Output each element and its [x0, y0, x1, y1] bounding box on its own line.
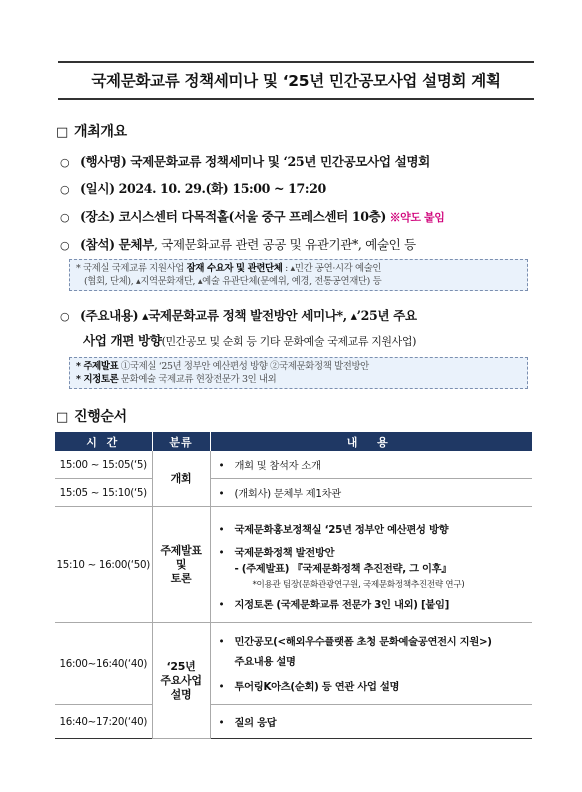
- overview-item-venue: ○ (장소) 코시스센터 다목적홀(서울 중구 프레스센터 10층) ※약도 붙임: [60, 209, 445, 224]
- column-header-category: 분류: [152, 432, 210, 451]
- square-bullet-icon: □: [56, 125, 68, 140]
- schedule-header-row: [55, 432, 532, 451]
- document-title-bar: [58, 61, 534, 100]
- row-time: 15:00 ~ 15:05(‘5): [55, 451, 152, 479]
- overview-heading: □ 개최개요: [56, 124, 127, 140]
- table-row: [55, 507, 532, 623]
- row-category: ‘25년 주요사업 설명: [152, 623, 210, 739]
- attendees-footnote: * 국제실 국제교류 지원사업 잠재 수요자 및 관련단체 : ▴민간 공연·시각 예술인 (협회, 단체), ▴지역문화재단, ▴예술 유관단체(문예위, 예경, 전통공연재단) 등: [69, 259, 528, 291]
- row-time: 15:05 ~ 15:10(‘5): [55, 479, 152, 507]
- main-content-footnote: * 주제발표 ①국제실 ‘25년 정부안 예산편성 방향 ②국제문화정책 발전방안 * 지정토론 문화예술 국제교류 현장전문가 3인 내외: [69, 357, 528, 389]
- row-time: 16:00~16:40(‘40): [55, 623, 152, 705]
- table-row: [55, 451, 532, 479]
- row-content: • 민간공모(<해외우수플랫폼 초청 문화예술공연전시 지원>) 주요내용 설명 • 투어링K아츠(순회) 등 연관 사업 설명: [210, 623, 532, 705]
- row-content: • 개회 및 참석자 소개: [210, 451, 532, 479]
- overview-item-event-name: ○ (행사명) 국제문화교류 정책세미나 및 ‘25년 민간공모사업 설명회: [60, 154, 430, 169]
- circle-bullet-icon: ○: [60, 183, 70, 196]
- circle-bullet-icon: ○: [60, 239, 70, 252]
- column-header-content: 내 용: [210, 432, 532, 451]
- row-content: • (개회사) 문체부 제1차관: [210, 479, 532, 507]
- schedule-table: [55, 432, 532, 739]
- circle-bullet-icon: ○: [60, 156, 70, 169]
- column-header-time: 시 간: [55, 432, 152, 451]
- row-category: 개회: [152, 451, 210, 507]
- square-bullet-icon: □: [56, 410, 68, 425]
- table-row: [55, 623, 532, 705]
- table-row: [55, 705, 532, 739]
- row-content: • 국제문화홍보정책실 ‘25년 정부안 예산편성 방향 • 국제문화정책 발전방안 - (주제발표) 『국제문화정책 추진전략, 그 이후』 *이용관 팀장(문화관광연구원, 국제문화정책추진전략 연구) • 지정토론 (국제문화교류 전문가 3인 내외) [붙임]: [210, 507, 532, 623]
- overview-item-main-content: ○ (주요내용) ▴국제문화교류 정책 발전방안 세미나*, ▴’25년 주요: [60, 308, 417, 323]
- row-content: • 질의 응답: [210, 705, 532, 739]
- row-time: 15:10 ~ 16:00(‘50): [55, 507, 152, 623]
- map-attachment-note: ※약도 붙임: [389, 211, 445, 224]
- row-time: 16:40~17:20(‘40): [55, 705, 152, 739]
- row-category: 주제발표 및 토론: [152, 507, 210, 623]
- document-title: 국제문화교류 정책세미나 및 ‘25년 민간공모사업 설명회 계획: [91, 72, 501, 90]
- overview-item-datetime: ○ (일시) 2024. 10. 29.(화) 15:00 ~ 17:20: [60, 181, 326, 196]
- circle-bullet-icon: ○: [60, 211, 70, 224]
- circle-bullet-icon: ○: [60, 310, 70, 323]
- schedule-heading: □ 진행순서: [56, 409, 127, 425]
- overview-item-attendees: ○ (참석) 문체부, 국제문화교류 관련 공공 및 유관기관*, 예술인 등: [60, 237, 416, 252]
- table-row: [55, 479, 532, 507]
- overview-item-main-content-line2: 사업 개편 방향(민간공모 및 순회 등 기타 문화예술 국제교류 지원사업): [83, 333, 416, 348]
